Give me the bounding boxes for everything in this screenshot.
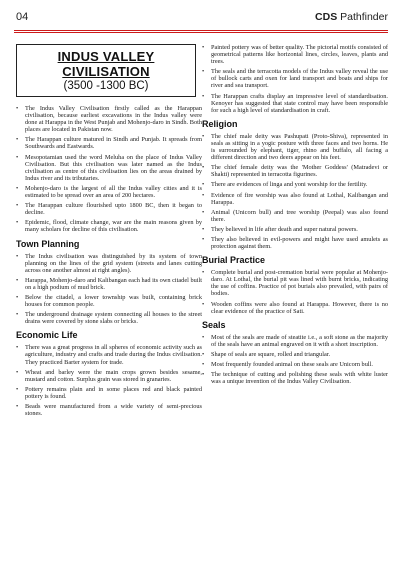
list-item: • Shape of seals are square, rolled and triangular.: [202, 351, 388, 358]
burial-practice-list: [202, 269, 388, 315]
page-number: 04: [16, 11, 29, 23]
publisher-bold: CDS: [315, 11, 338, 23]
list-item: • The Indus civilisation was distinguished by its system of town planning on the lines of the grid system (streets and lanes cutting across one another almost at right angles).: [16, 253, 202, 274]
list-item: • The seals and the terracotta models of the Indus valley reveal the use of bullock carts and oxen for land transport and boats and ships for river and sea transport.: [202, 68, 388, 89]
list-item: • There are evidences of linga and yoni worship for the fertility.: [202, 181, 388, 188]
list-item: • The Harappan crafts display an impressive level of standardisation. Kenoyer has suggested that state control may have been responsible for such a high level of standardisation in craft.: [202, 93, 388, 114]
list-item: • Beads were manufactured from a wide variety of semi-precious stones.: [16, 403, 202, 417]
publisher-name: [315, 11, 388, 23]
page-header: [16, 4, 388, 32]
list-item: • Epidemic, flood, climate change, war are the main reasons given by many scholars for decline of this civilisation.: [16, 219, 202, 233]
list-item: • Complete burial and post-cremation burial were popular at Mohenjo-daro. At Lothal, the burial pit was lined with burnt bricks, indicating the use of coffins. Practice of pot burials also prevailed, with pairs of bodies.: [202, 269, 388, 297]
list-item: • Most of the seals are made of steatite i.e., a soft stone as the majority of the seals have an animal engraved on it with a short inscription.: [202, 334, 388, 348]
intro-list: [16, 105, 202, 234]
list-item: • Wheat and barley were the main crops grown besides sesame, mustard and cotton. Surplus grain was stored in granaries.: [16, 369, 202, 383]
list-item: • The Harappan culture flourished upto 1800 BC, then it began to decline.: [16, 202, 202, 216]
section-heading-burial-practice: Burial Practice: [202, 255, 266, 266]
list-item: • The technique of cutting and polishing these seals with white luster was a unique invention of the Indus Valley Civilisation.: [202, 371, 388, 385]
right-column: [202, 44, 388, 388]
list-item: • They believed in life after death and super natural powers.: [202, 226, 388, 233]
list-item: • Pottery remains plain and in some places red and black painted pottery is found.: [16, 386, 202, 400]
seals-list: [202, 334, 388, 386]
religion-list: [202, 133, 388, 250]
chapter-title-box: [16, 44, 196, 97]
list-item: • There was a great progress in all spheres of economic activity such as agriculture, industry and crafts and trade during the Indus civilisation. They practiced Barter system for trade.: [16, 344, 202, 365]
list-item: • Harappa, Mohenjo-daro and Kalibangan each had its own citadel built on a high podium of mud brick.: [16, 277, 202, 291]
list-item: • The Indus Valley Civilisation firstly called as the Harappan civilisation, because earliest excavations in the Indus valley were done at Harappa in the West Punjab and Mohenjo-daro in Sindh. Both places are located in Pakistan now.: [16, 105, 202, 133]
section-heading-economic-life: Economic Life: [16, 330, 78, 341]
list-item: • They also believed in evil-powers and might have used amulets as protection against them.: [202, 236, 388, 250]
header-divider-secondary: [14, 32, 388, 33]
list-item: • The chief female deity was the 'Mother Goddess' (Matradevi or Shakti) represented in terracotta figurines.: [202, 164, 388, 178]
crafts-list: [202, 44, 388, 114]
list-item: • The chief male deity was Pashupati (Proto-Shiva), represented in seals as sitting in a yogic posture with three faces and two horns. He is surrounded by elephant, tiger, rhino and buffalo, all facing a different direction and two deers appear on his feet.: [202, 133, 388, 161]
chapter-title: INDUS VALLEY CIVILISATION: [57, 49, 155, 79]
section-heading-town-planning: Town Planning: [16, 238, 80, 249]
section-heading-religion: Religion: [202, 118, 238, 129]
list-item: • Below the citadel, a lower township was built, containing brick houses for common people.: [16, 294, 202, 308]
list-item: • Animal (Unicorn bull) and tree worship (Peepal) was also found there.: [202, 209, 388, 223]
economic-life-list: [16, 344, 202, 417]
list-item: • Evidence of fire worship was also found at Lothal, Kalibangan and Harappa.: [202, 192, 388, 206]
list-item: • Mohenjo-daro is the largest of all the Indus valley cities and it is estimated to be spread over an area of 200 hectares.: [16, 185, 202, 199]
publisher-rest: Pathfinder: [337, 11, 388, 23]
list-item: • Painted pottery was of better quality. The pictorial motifs consisted of geometrical patterns like horizontal lines, circles, leaves, plants and trees.: [202, 44, 388, 65]
list-item: • The underground drainage system connecting all houses to the street drains were covered by stone slabs or bricks.: [16, 311, 202, 325]
chapter-date-range: (3500 -1300 BC): [63, 80, 149, 92]
section-heading-seals: Seals: [202, 319, 226, 330]
town-planning-list: [16, 253, 202, 326]
header-divider: [14, 30, 388, 31]
list-item: • Mesopotamian used the word Meluha on the place of Indus Valley Civilisation. But this civilisation was later named as the Indus civilisation as centre of this civilisation lies on the areas drained by Indus river and its tributaries.: [16, 154, 202, 182]
list-item: • The Harappan culture matured in Sindh and Punjab. It spreads from Southwards and Eastwards.: [16, 136, 202, 150]
list-item: • Most frequently founded animal on these seals are Unicorn bull.: [202, 361, 388, 368]
left-column: [16, 44, 202, 420]
list-item: • Wooden coffins were also found at Harappa. However, there is no clear evidence of the practice of Sati.: [202, 301, 388, 315]
